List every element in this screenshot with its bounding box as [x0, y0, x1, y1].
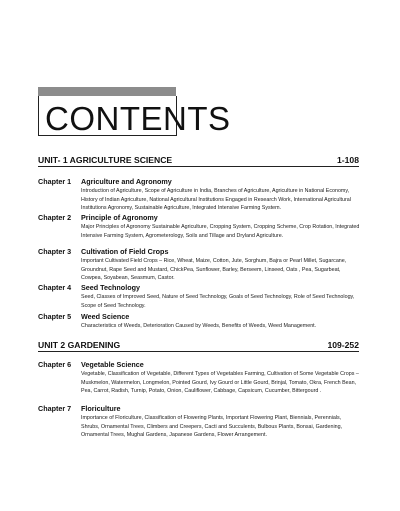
- chapter-description: Importance of Floriculture, Classification of Flowering Plants, Important Flowering Plant, Biennials, Perennials, Shrubs, Ornamental Trees, Climbers and Creepers, Cacti and Succulents, Bulbous Plants, Bonsai, Gardening, Ornamental Trees, Mughal Gardens, Japanese Gardens, Flower Arrangement.: [81, 415, 343, 439]
- unit-title: UNIT- 1 AGRICULTURE SCIENCE: [38, 155, 173, 165]
- chapter-description: Characteristics of Weeds, Deterioration Caused by Weeds, Benefits of Weeds, Weed Management.: [81, 323, 317, 329]
- unit-header: [38, 340, 359, 352]
- chapter-title: Agriculture and Agronomy: [81, 177, 172, 186]
- chapter-description: Introduction of Agriculture, Scope of Agriculture in India, Branches of Agriculture, Agriculture in National Economy, History of Indian Agriculture, National Agricultural Institutions Engaged in Research Work, International Agricultural Institutions Agronomy, Sustainable Agriculture, Integrated Intensive Farming System.: [81, 188, 351, 212]
- chapter-title: Cultivation of Field Crops: [81, 247, 169, 256]
- chapter-number: Chapter 2: [38, 213, 72, 222]
- chapter-description: Important Cultivated Field Crops – Rice, Wheat, Maize, Cotton, Jute, Sorghum, Bajra or Pearl Millet, Sugarcane, Groundnut, Rape Seed and Mustard, ChickPea, Sunflower, Barley, Berseem, Linseed, Oats , Pea, Sugarbeat, Cowpea, Soyabean, Seasmum, Castor.: [81, 258, 347, 282]
- chapter-number: Chapter 3: [38, 247, 72, 256]
- chapter-title: Principle of Agronomy: [81, 213, 158, 222]
- chapter-number: Chapter 6: [38, 360, 72, 369]
- unit-header: [38, 155, 359, 167]
- page-title: CONTENTS: [45, 100, 231, 137]
- chapter-title: Weed Science: [81, 312, 130, 321]
- chapter-number: Chapter 1: [38, 177, 72, 186]
- heading-frame: [38, 96, 231, 137]
- chapter-number: Chapter 7: [38, 404, 72, 413]
- chapter-number: Chapter 5: [38, 312, 72, 321]
- chapter-title: Vegetable Science: [81, 360, 144, 369]
- chapter-title: Floriculture: [81, 404, 121, 413]
- chapter-title: Seed Technology: [81, 283, 140, 292]
- chapter-description: Vegetable, Classification of Vegetable, Different Types of Vegetables Farming, Cultivation of Some Vegetable Crops – Muskmelon, Watermelon, Longmelon, Pointed Gourd, Ivy Gourd or Little Gourd, Brinjal, Tomato, Okra, French Bean, Pea, Carrot, Radish, Turnip, Potato, Onion, Cauliflower, Cabbage, Capsicum, Cucumber, Bittergourd .: [81, 371, 359, 395]
- unit-title: UNIT 2 GARDENING: [38, 340, 121, 350]
- chapter-description: Major Principles of Agronomy Sustainable Agriculture, Cropping System, Cropping Scheme, Crop Rotation, Integrated Intensive Farming System, Agrometerology, Soils and Tillage and Dryland Agriculture.: [81, 224, 360, 239]
- unit-page-range: 1-108: [337, 155, 359, 165]
- chapter-description: Seed, Classes of Improved Seed, Nature of Seed Technology, Goals of Seed Technology, Role of Seed Technology, Scope of Seed Technology.: [81, 294, 355, 309]
- chapter-number: Chapter 4: [38, 283, 72, 292]
- heading-accent-bar: [38, 87, 176, 96]
- unit-page-range: 109-252: [327, 340, 359, 350]
